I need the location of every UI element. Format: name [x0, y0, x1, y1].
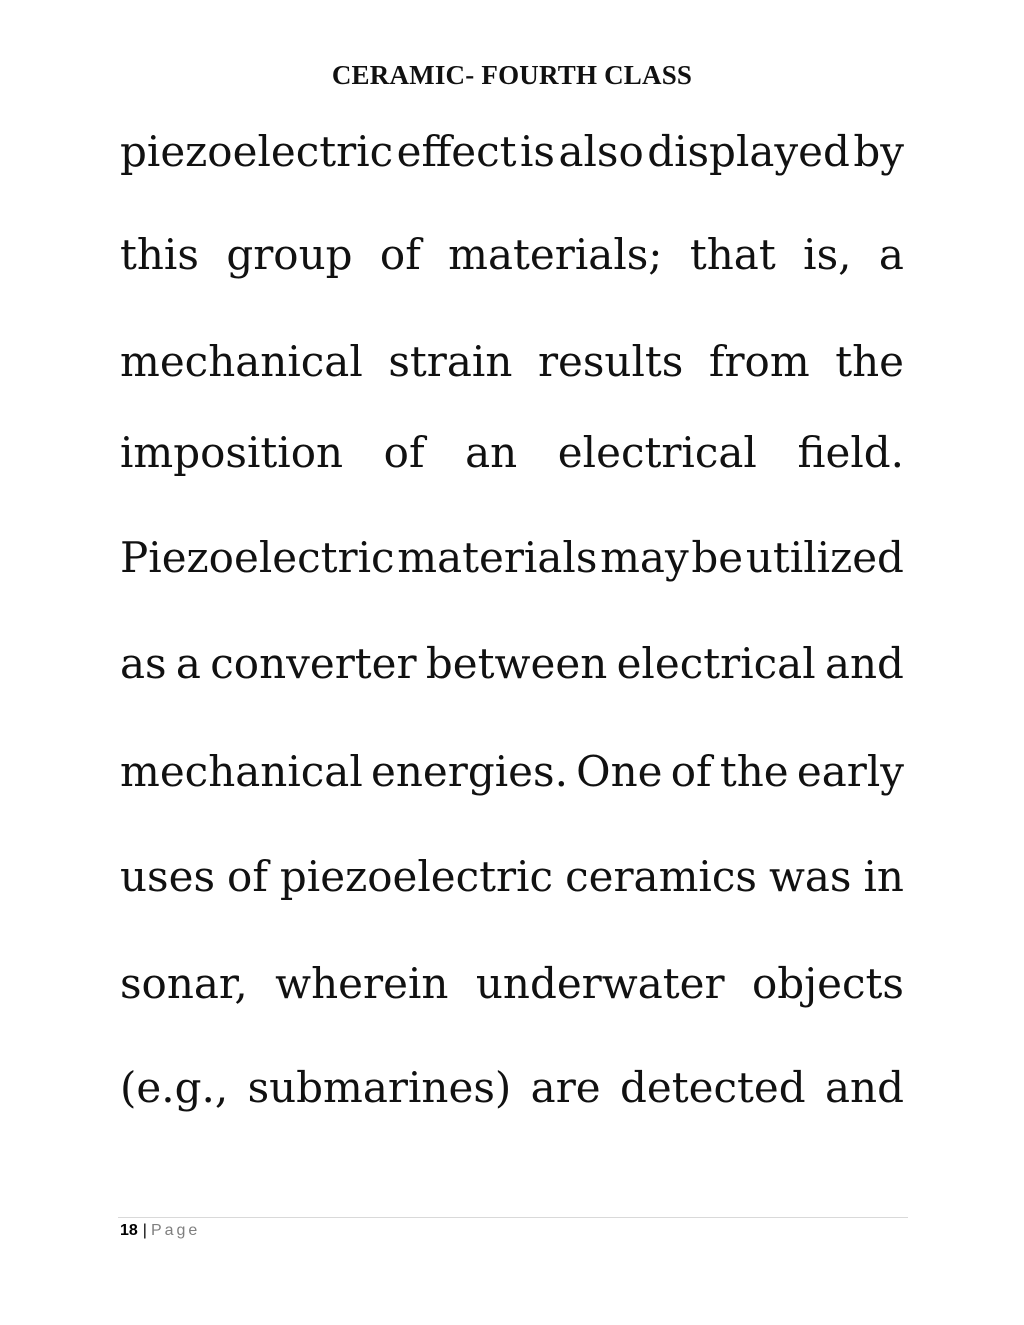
text-line [120, 423, 904, 483]
word: be [691, 533, 744, 582]
word: may [600, 533, 689, 582]
page-footer [120, 1222, 200, 1240]
word: of [670, 747, 712, 796]
text-line [120, 528, 904, 588]
word: a [175, 639, 201, 688]
word: of [227, 852, 268, 901]
word: uses [120, 852, 216, 901]
word: also [558, 127, 644, 176]
word: was [768, 852, 852, 901]
word: of [383, 428, 425, 477]
page-label: Page [150, 1222, 201, 1239]
word: between [425, 639, 608, 688]
page-header-title: CERAMIC- FOURTH CLASS [331, 60, 693, 90]
word: objects [751, 959, 904, 1008]
word: is [520, 127, 555, 176]
word: the [719, 747, 789, 796]
word: underwater [475, 959, 725, 1008]
word: of [379, 230, 421, 279]
word: energies. [371, 747, 568, 796]
text-line [120, 332, 904, 392]
word: a [878, 230, 904, 279]
word: detected [620, 1063, 806, 1112]
word: effect [396, 127, 517, 176]
word: submarines) [247, 1063, 512, 1112]
word: piezoelectric [120, 127, 394, 176]
word: is, [803, 230, 852, 279]
text-line [120, 225, 904, 285]
word: and [824, 639, 904, 688]
text-line [120, 742, 904, 802]
word: that [689, 230, 776, 279]
word: One [576, 747, 663, 796]
word: in [863, 852, 904, 901]
text-line [120, 122, 904, 182]
word: results [537, 337, 684, 386]
text-line [120, 847, 904, 907]
word: this [120, 230, 199, 279]
word: the [835, 337, 904, 386]
word: materials; [448, 230, 663, 279]
word: sonar, [120, 959, 248, 1008]
word: an [465, 428, 518, 477]
text-line [120, 634, 904, 694]
footer-separator: | [142, 1222, 147, 1239]
word: materials [397, 533, 598, 582]
word: group [226, 230, 353, 279]
text-line [120, 954, 904, 1014]
word: as [120, 639, 167, 688]
word: early [796, 747, 904, 796]
word: by [853, 127, 904, 176]
word: ceramics [565, 852, 757, 901]
word: displayed [647, 127, 850, 176]
word: piezoelectric [279, 852, 554, 901]
word: and [825, 1063, 904, 1112]
word: are [530, 1063, 601, 1112]
word: mechanical [120, 747, 363, 796]
word: field. [797, 428, 904, 477]
footer-divider [118, 1217, 908, 1218]
word: utilized [745, 533, 904, 582]
word: electrical [557, 428, 757, 477]
word: converter [210, 639, 417, 688]
page-number: 18 [120, 1222, 138, 1239]
word: strain [388, 337, 513, 386]
word: wherein [275, 959, 449, 1008]
word: mechanical [120, 337, 363, 386]
text-line [120, 1058, 904, 1118]
word: (e.g., [120, 1063, 229, 1112]
word: electrical [616, 639, 816, 688]
word: imposition [120, 428, 344, 477]
word: Piezoelectric [120, 533, 395, 582]
word: from [708, 337, 810, 386]
